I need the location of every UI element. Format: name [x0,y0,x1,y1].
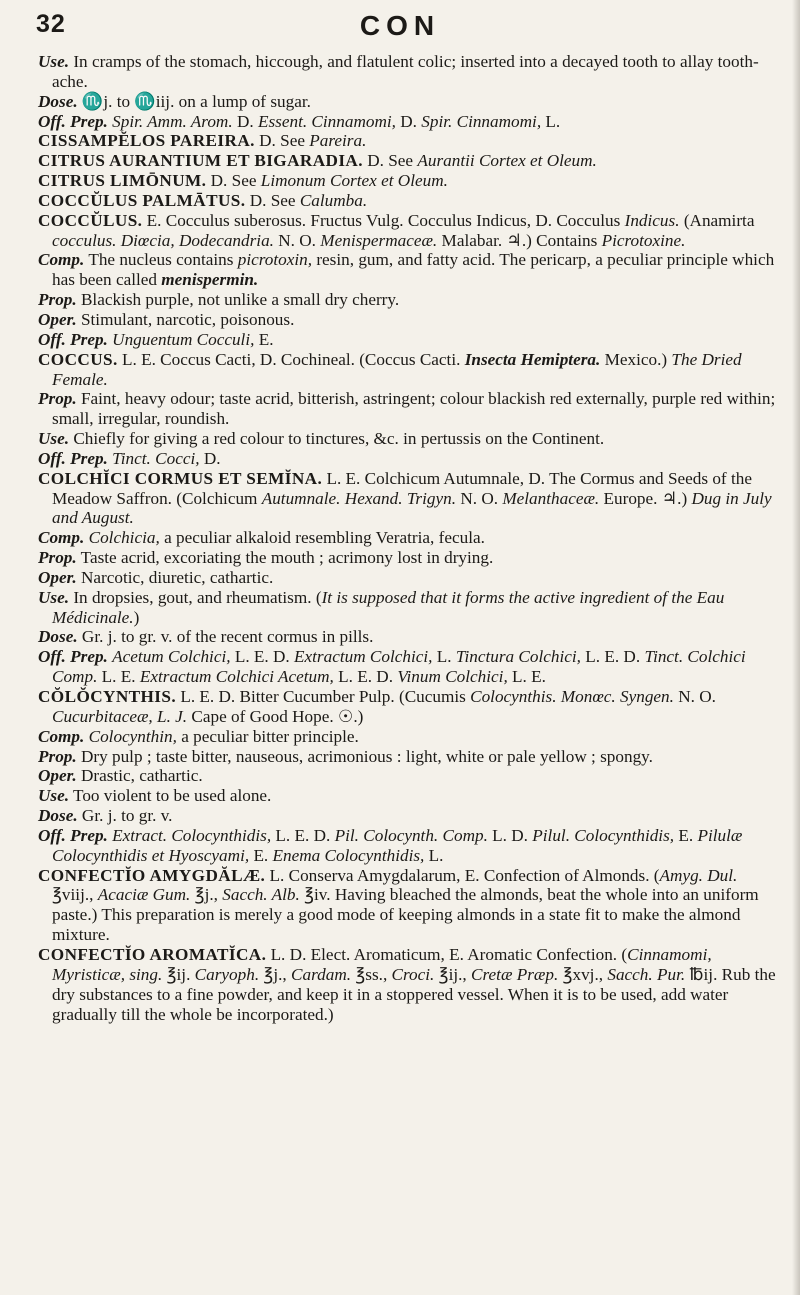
entry-paragraph [38,112,782,132]
entry-text: Vinum Colchici, [397,667,508,687]
entry-text: D. See [254,131,310,151]
entry-text: ℥ij. [162,964,195,984]
entry-paragraph [38,786,782,806]
entry-text: Faint, heavy odour; taste acrid, bitterish, astringent; colour blackish red externally, purple red within; small, irregular, roundish. [52,389,776,429]
entry-text: Oper. [38,567,77,587]
dictionary-entries [38,52,782,1024]
entry-headword: CŎLŎCYNTHIS. [38,687,177,706]
entry-text: D. [395,111,422,131]
entry-text: a peculiar bitter principle. [176,726,359,746]
entry-text: Colchicia, [88,528,160,548]
entry-text: ℥viij., [52,885,98,905]
entry-text: Pil. Colocynth. Comp. [334,825,488,845]
entry-paragraph [38,548,782,568]
page-edge-shadow [792,0,800,1295]
entry-text: Use. [38,786,70,806]
entry-text: N. O. [273,230,321,250]
entry-text: Extractum Colchici, [294,647,433,667]
entry-text: Tinct. Cocci, [112,448,200,468]
entry-text: L. E. D. [271,825,335,845]
entry-text: Cretæ Præp. [471,964,559,984]
entry-text: Sacch. Alb. [222,885,300,905]
entry-text: L. [424,845,444,865]
entry-text: L. E. [507,667,546,687]
entry-text: Off. Prep. [38,111,108,131]
entry-text: Acetum Colchici, [112,647,231,667]
entry-headword: COCCŬLUS PALMĀTUS. [38,190,246,210]
entry-paragraph [38,727,782,747]
entry-text: Gr. j. to gr. v. of the recent cormus in pills. [77,627,374,647]
entry-text: D. See [362,151,418,171]
entry-text: Autumnale. Hexand. Trigyn. [261,488,457,508]
entry-text: L. D. Elect. Aromaticum, E. Aromatic Confection. ( [266,944,628,964]
entry-text: Caryoph. [194,964,260,984]
entry-text: Comp. [38,726,85,746]
entry-text: Dug in July and August. [52,488,772,528]
entry-text: Oper. [38,766,77,786]
entry-paragraph [38,806,782,826]
entry-text: Limonum Cortex et Oleum. [260,171,448,191]
entry-text: Cape of Good Hope. ☉.) [187,706,364,726]
entry-text: ) [133,607,140,627]
entry-text: D. See [245,190,300,210]
entry-headword: COLCHĬCI CORMUS ET SEMĬNA. [38,468,323,488]
entry-text: (Anamirta [679,210,755,230]
entry-text: D. [199,448,221,468]
entry-headword: COCCUS. [38,349,118,369]
entry-paragraph [38,310,782,330]
entry-text: L. Conserva Amygdalarum, E. Confection of Almonds. ( [265,865,660,885]
entry-text: Mexico.) [600,349,672,369]
entry-text: Europe. ♃.) [599,488,692,508]
entry-text: N. O. [456,488,503,508]
entry-text: L. E. Colchicum Autumnale, D. The Cormus and Seeds of the Meadow Saffron. (Colchicum [52,468,752,508]
entry-text: a peculiar alkaloid resembling Veratria, fecula. [159,528,485,548]
entry-paragraph [38,647,782,687]
entry-text: Indicus. [624,210,680,230]
entry-text: L. E. [97,667,140,687]
entry-paragraph [38,350,782,390]
entry-text: Melanthaceæ. [502,488,600,508]
page-number: 32 [36,10,66,38]
entry-text: Cinnamomi, Myristicæ, sing. [52,944,712,984]
entry-text: Chiefly for giving a red colour to tinctures, &c. in pertussis on the Continent. [69,429,605,449]
entry-text: L. [432,647,456,667]
entry-paragraph [38,191,782,211]
entry-text: L. E. Coccus Cacti, D. Cochineal. (Coccus Cacti. [117,349,465,369]
entry-text: E. [674,825,698,845]
entry-paragraph [38,469,782,529]
entry-text: E. [254,329,274,349]
entry-text: Enema Colocynthidis, [272,845,425,865]
entry-text: Use. [38,52,70,71]
entry-text: E. Cocculus suberosus. Fructus Vulg. Cocculus Indicus, D. Cocculus [142,210,625,230]
entry-text: ℥j., [259,964,292,984]
entry-text: cocculus. Diœcia, Dodecandria. [52,230,274,250]
entry-text: Off. Prep. [38,448,108,468]
entry-text: Prop. [38,746,77,766]
entry-text: menispermin. [161,270,259,290]
entry-text: Comp. [38,528,85,548]
entry-text: The nucleus contains [84,250,238,270]
entry-text: Use. [38,429,70,449]
entry-text: L. E. D. [333,667,398,687]
running-head: CON [359,10,441,41]
entry-text: Cardam. [291,964,352,984]
entry-text: N. O. [673,687,716,706]
entry-paragraph [38,766,782,786]
entry-text: Picrotoxine. [601,230,686,250]
entry-paragraph [38,687,782,727]
entry-text: Sacch. Pur. [607,964,686,984]
entry-text: Acaciæ Gum. [97,885,191,905]
entry-text: Cucurbitaceæ, L. J. [52,706,188,726]
entry-text: Spir. Amm. Arom. [112,111,233,131]
entry-headword: CONFECTĬO AROMATĬCA. [38,944,267,964]
entry-headword: CONFECTĬO AMYGDĂLÆ. [38,865,266,885]
entry-text: Malabar. ♃.) Contains [437,230,602,250]
entry-text: Aurantii Cortex et Oleum. [417,151,597,171]
entry-paragraph [38,250,782,290]
entry-text: Extractum Colchici Acetum, [139,667,334,687]
entry-paragraph [38,290,782,310]
entry-text: Taste acrid, excoriating the mouth ; acrimony lost in drying. [76,548,494,568]
entry-text: L. D. [487,825,533,845]
entry-text: Oper. [38,309,77,329]
entry-text: Dose. [38,806,78,826]
entry-text: Off. Prep. [38,825,108,845]
entry-text: Prop. [38,290,77,310]
entry-text: Prop. [38,548,77,568]
entry-text: Insecta Hemiptera. [464,349,601,369]
entry-text: L. E. D. [580,647,645,667]
entry-paragraph [38,449,782,469]
entry-text: ℥iv. Having bleached the almonds, beat the whole into an uniform paste.) This preparation is merely a good mode of keeping almonds in a state fit to make the almond mixture. [52,885,759,945]
entry-text: ℥xvj., [558,964,608,984]
entry-text: ♏j. to ♏iij. on a lump of sugar. [77,91,311,111]
entry-text: Off. Prep. [38,329,108,349]
entry-text: L. E. D. Bitter Cucumber Pulp. (Cucumis [176,687,471,706]
entry-text: Prop. [38,389,77,409]
entry-text: Spir. Cinnamomi, [421,111,542,131]
page-header [28,6,772,40]
entry-paragraph [38,131,782,151]
entry-text: Dry pulp ; taste bitter, nauseous, acrimonious : light, white or pale yellow ; spongy. [76,746,653,766]
entry-headword: CITRUS LIMŌNUM. [38,171,207,191]
entry-text: Tinctura Colchici, [455,647,581,667]
entry-text: Tinct. Colchici Comp. [52,647,746,687]
entry-text: Narcotic, diuretic, cathartic. [76,567,274,587]
entry-paragraph [38,826,782,866]
entry-text: In cramps of the stomach, hiccough, and flatulent colic; inserted into a decayed tooth to allay tooth-ache. [52,52,759,91]
entry-text: D. See [206,171,261,191]
entry-text: Dose. [38,627,78,647]
entry-headword: CISSAMPĔLOS PAREIRA. [38,131,255,151]
entry-text: L. [541,111,561,131]
entry-text: Extract. Colocynthidis, [112,825,272,845]
entry-paragraph [38,945,782,1024]
entry-text: D. [232,111,258,131]
entry-paragraph [38,52,782,92]
entry-text: Drastic, cathartic. [76,766,203,786]
entry-text: ℔ij. Rub the dry substances to a fine powder, and keep it in a stoppered vessel. When it is to be used, add water gradually till the whole be incorporated.) [52,964,776,1024]
entry-text: Colocynthin, [88,726,177,746]
entry-paragraph [38,429,782,449]
entry-paragraph [38,866,782,945]
entry-headword: CITRUS AURANTIUM ET BIGARADIA. [38,151,363,171]
entry-text: Essent. Cinnamomi, [257,111,396,131]
entry-text: Gr. j. to gr. v. [77,806,173,826]
entry-text: Croci. [391,964,435,984]
entry-text: ℥ij., [434,964,472,984]
entry-text: ℥ss., [351,964,392,984]
entry-text: ℥j., [190,885,223,905]
entry-text: resin, gum, and fatty acid. The pericarp, a peculiar principle which has been called [52,250,775,290]
entry-text: Calumba. [299,190,368,210]
entry-text: Pilulæ Colocynthidis et Hyoscyami, [52,825,743,865]
entry-text: Pareira. [309,131,367,151]
entry-paragraph [38,627,782,647]
entry-text: Dose. [38,91,78,111]
entry-paragraph [38,568,782,588]
entry-text: Stimulant, narcotic, poisonous. [76,309,295,329]
entry-text: Pilul. Colocynthidis, [532,825,675,845]
entry-paragraph [38,92,782,112]
entry-text: Too violent to be used alone. [69,786,272,806]
entry-text: Off. Prep. [38,647,108,667]
entry-text: In dropsies, gout, and rheumatism. ( [69,587,322,607]
entry-paragraph [38,211,782,251]
entry-text: Blackish purple, not unlike a small dry cherry. [76,290,400,310]
entry-paragraph [38,151,782,171]
entry-text: Menispermaceæ. [320,230,438,250]
entry-paragraph [38,330,782,350]
entry-text: Comp. [38,250,85,270]
entry-paragraph [38,171,782,191]
entry-paragraph [38,747,782,767]
entry-text: L. E. D. [230,647,295,667]
entry-text: Amyg. Dul. [659,865,738,885]
entry-text: Use. [38,587,70,607]
entry-text: The Dried Female. [52,349,742,389]
entry-text: picrotoxin, [237,250,313,270]
entry-paragraph [38,389,782,429]
entry-paragraph [38,588,782,628]
entry-text: It is supposed that it forms the active ingredient of the Eau Médicinale. [52,587,725,627]
entry-text: Unguentum Cocculi, [112,329,255,349]
entry-text: E. [249,845,273,865]
entry-headword: COCCŬLUS. [38,210,143,230]
entry-paragraph [38,528,782,548]
entry-text: Colocynthis. Monœc. Syngen. [470,687,674,706]
